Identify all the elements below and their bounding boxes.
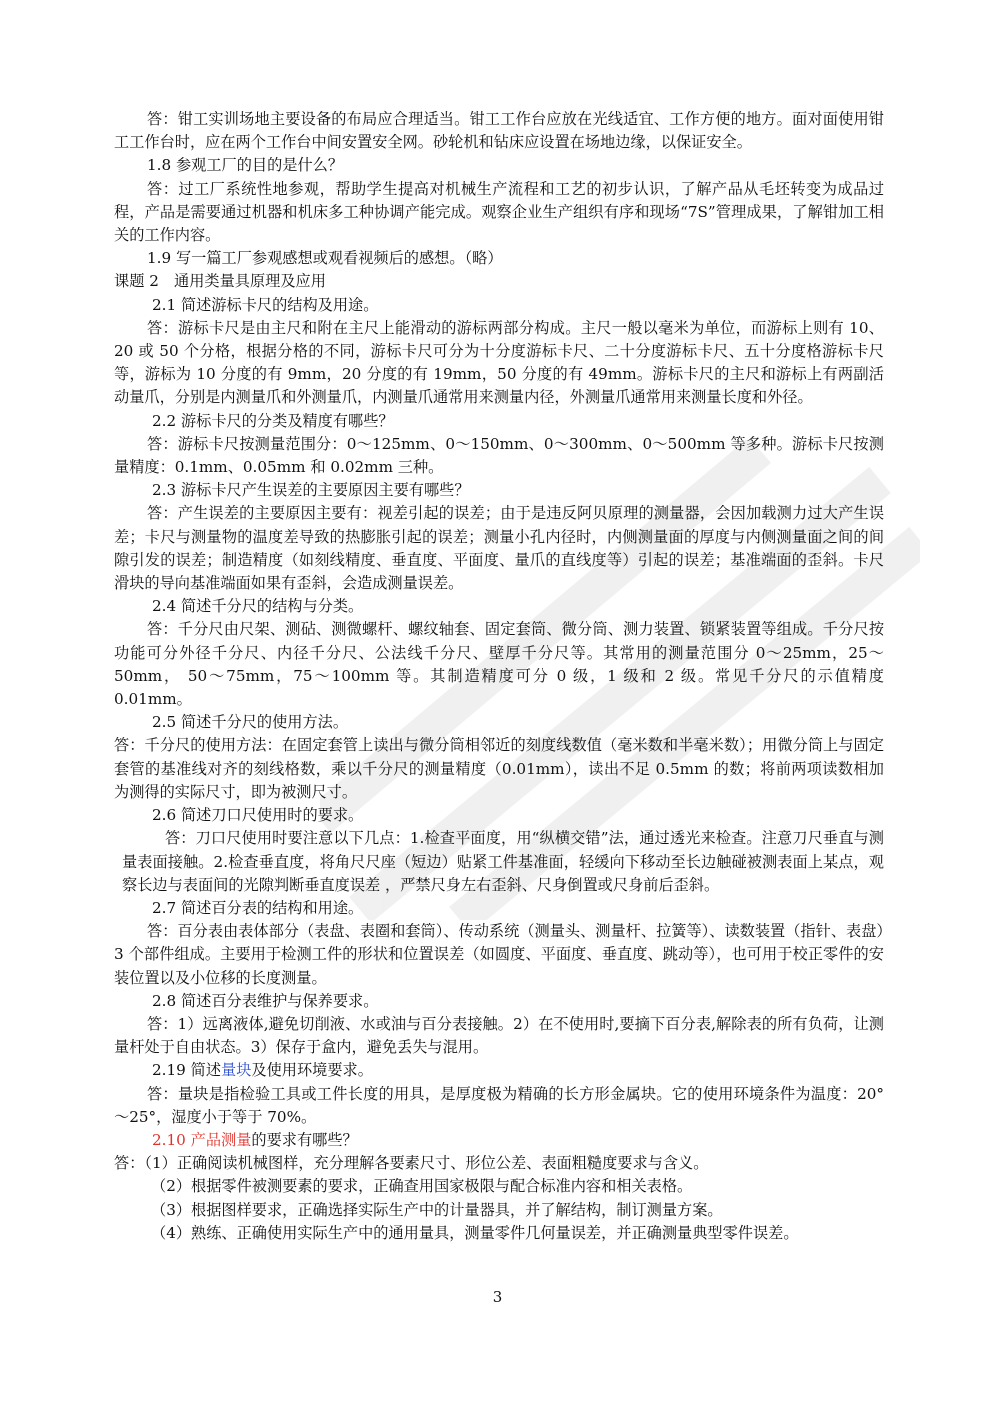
question-2-6: 2.6 简述刀口尺使用时的要求。 [152,806,364,825]
question-2-5: 2.5 简述千分尺的使用方法。 [152,713,349,732]
question-2-10 [114,1129,884,1152]
page-number: 3 [492,1288,503,1306]
question-2-1: 2.1 简述游标卡尺的结构及用途。 [152,295,379,314]
answer-1-8: 答：过工厂系统性地参观，帮助学生提高对机械生产流程和工艺的初步认识，了解产品从毛坯转变为成品过程，产品是需要通过机器和机床多工种协调产能完成。观察企业生产组织有序和现场“7S”管理成果，了解钳加工相关的工作内容。 [114,179,884,245]
question-2-19-suffix: 及使用环境要求。 [251,1061,373,1080]
highlight-product-measurement[interactable]: 2.10 产品测量 [152,1130,252,1149]
question-2-3: 2.3 游标卡尺产生误差的主要原因主要有哪些？ [152,481,470,500]
section-heading: 课题 2 通用类量具原理及应用 [114,272,326,291]
answer-2-5: 答：千分尺的使用方法：在固定套管上读出与微分筒相邻近的刻度线数值（毫米数和半毫米数）；用微分筒上与固定套管的基准线对齐的刻线格数，乘以千分尺的测量精度（0.01mm），读出不足 0.5mm 的数；将前两项读数相加为测得的实际尺寸，即为被测尺寸。 [114,736,884,801]
answer-2-3: 答：产生误差的主要原因主要有：视差引起的误差；由于是违反阿贝原理的测量器，会因加载测力过大产生误差；卡尺与测量物的温度差导致的热膨胀引起的误差；测量小孔内径时，内侧测量面的厚度与内侧测量面之间的间隙引发的误差；制造精度（如刻线精度、垂直度、平面度、量爪的直线度等）引起的误差；基准端面的歪斜。卡尺滑块的导向基准端面如果有歪斜，会造成测量误差。 [114,504,884,593]
answer-2-19: 答：量块是指检验工具或工件长度的用具，是厚度极为精确的长方形金属块。它的使用环境条件为温度：20°～25°，湿度小于等于 70%。 [114,1084,884,1126]
answer-2-6: 答：刀口尺使用时要注意以下几点：1.检查平面度，用“纵横交错”法，通过透光来检查。注意刀尺垂直与测量表面接触。2.检查垂直度，将角尺尺座（短边）贴紧工件基准面，轻缓向下移动至长边触碰被测表面上某点，观察长边与表面间的光隙判断垂直度误差 ，严禁尺身左右歪斜、尺身倒置或尺身前后歪斜。 [122,829,884,894]
answer-2-10-item-1: 答：（1）正确阅读机械图样，充分理解各要素尺寸、形位公差、表面粗糙度要求与含义。 [114,1154,709,1173]
question-2-8: 2.8 简述百分表维护与保养要求。 [152,991,379,1010]
answer-2-10-item-3: （3）根据图样要求，正确选择实际生产中的计量器具，并了解结构，制订测量方案。 [151,1200,723,1219]
link-gauge-block[interactable]: 量块 [221,1061,252,1080]
question-2-4: 2.4 简述千分尺的结构与分类。 [152,597,364,616]
answer-2-4: 答：千分尺由尺架、测砧、测微螺杆、螺纹轴套、固定套筒、微分筒、测力装置、锁紧装置等组成。千分尺按功能可分外径千分尺、内径千分尺、公法线千分尺、壁厚千分尺等。其常用的测量范围分 0～25mm，25～50mm， 50～75mm，75～100mm 等。其制造精度可分 0 级，1 级和 2 级。常见千分尺的示值精度 0.01mm。 [114,620,884,709]
answer-2-8: 答：1）远离液体,避免切削液、水或油与百分表接触。2）在不使用时,要摘下百分表,解除表的所有负荷，让测量杆处于自由状态。3）保存于盒内，避免丢失与混用。 [114,1014,884,1057]
question-2-2: 2.2 游标卡尺的分类及精度有哪些？ [152,411,394,430]
answer-2-7: 答：百分表由表体部分（表盘、表圈和套筒）、传动系统（测量头、测量杆、拉簧等）、读数装置（指针、表盘）3 个部件组成。主要用于检测工件的形状和位置误差（如圆度、平面度、垂直度、跳动等），也可用于校正零件的安装位置以及小位移的长度测量。 [114,922,884,987]
question-2-19 [114,1059,884,1082]
document-body [114,108,884,1245]
question-2-10-suffix: 的要求有哪些？ [251,1130,358,1149]
question-1-8: 1.8 参观工厂的目的是什么？ [147,156,344,175]
answer-2-10-item-2: （2）根据零件被测要素的要求，正确查用国家极限与配合标准内容和相关表格。 [151,1177,693,1196]
question-2-19-prefix: 2.19 简述 [152,1061,222,1080]
answer-2-10-item-4: （4）熟练、正确使用实际生产中的通用量具，测量零件几何量误差，并正确测量典型零件误差。 [151,1223,799,1242]
answer-1-7: 答：钳工实训场地主要设备的布局应合理适当。钳工工作台应放在光线适宜、工作方便的地方。面对面使用钳工工作台时，应在两个工作台中间安置安全网。砂轮机和钻床应设置在场地边缘，以保证安全。 [114,110,884,152]
answer-2-1: 答：游标卡尺是由主尺和附在主尺上能滑动的游标两部分构成。主尺一般以毫米为单位，而游标上则有 10、20 或 50 个分格，根据分格的不同，游标卡尺可分为十分度游标卡尺、二十分度游标卡尺、五十分度格游标卡尺等，游标为 10 分度的有 9mm，20 分度的有 19mm，50 分度的有 49mm。游标卡尺的主尺和游标上有两副活动量爪，分别是内测量爪和外测量爪，内测量爪通常用来测量内径，外测量爪通常用来测量长度和外径。 [114,318,884,407]
question-1-9: 1.9 写一篇工厂参观感想或观看视频后的感想。（略） [147,249,503,268]
answer-2-2: 答：游标卡尺按测量范围分：0～125mm、0～150mm、0～300mm、0～500mm 等多种。游标卡尺按测量精度：0.1mm、0.05mm 和 0.02mm 三种。 [114,434,884,477]
question-2-7: 2.7 简述百分表的结构和用途。 [152,898,364,917]
